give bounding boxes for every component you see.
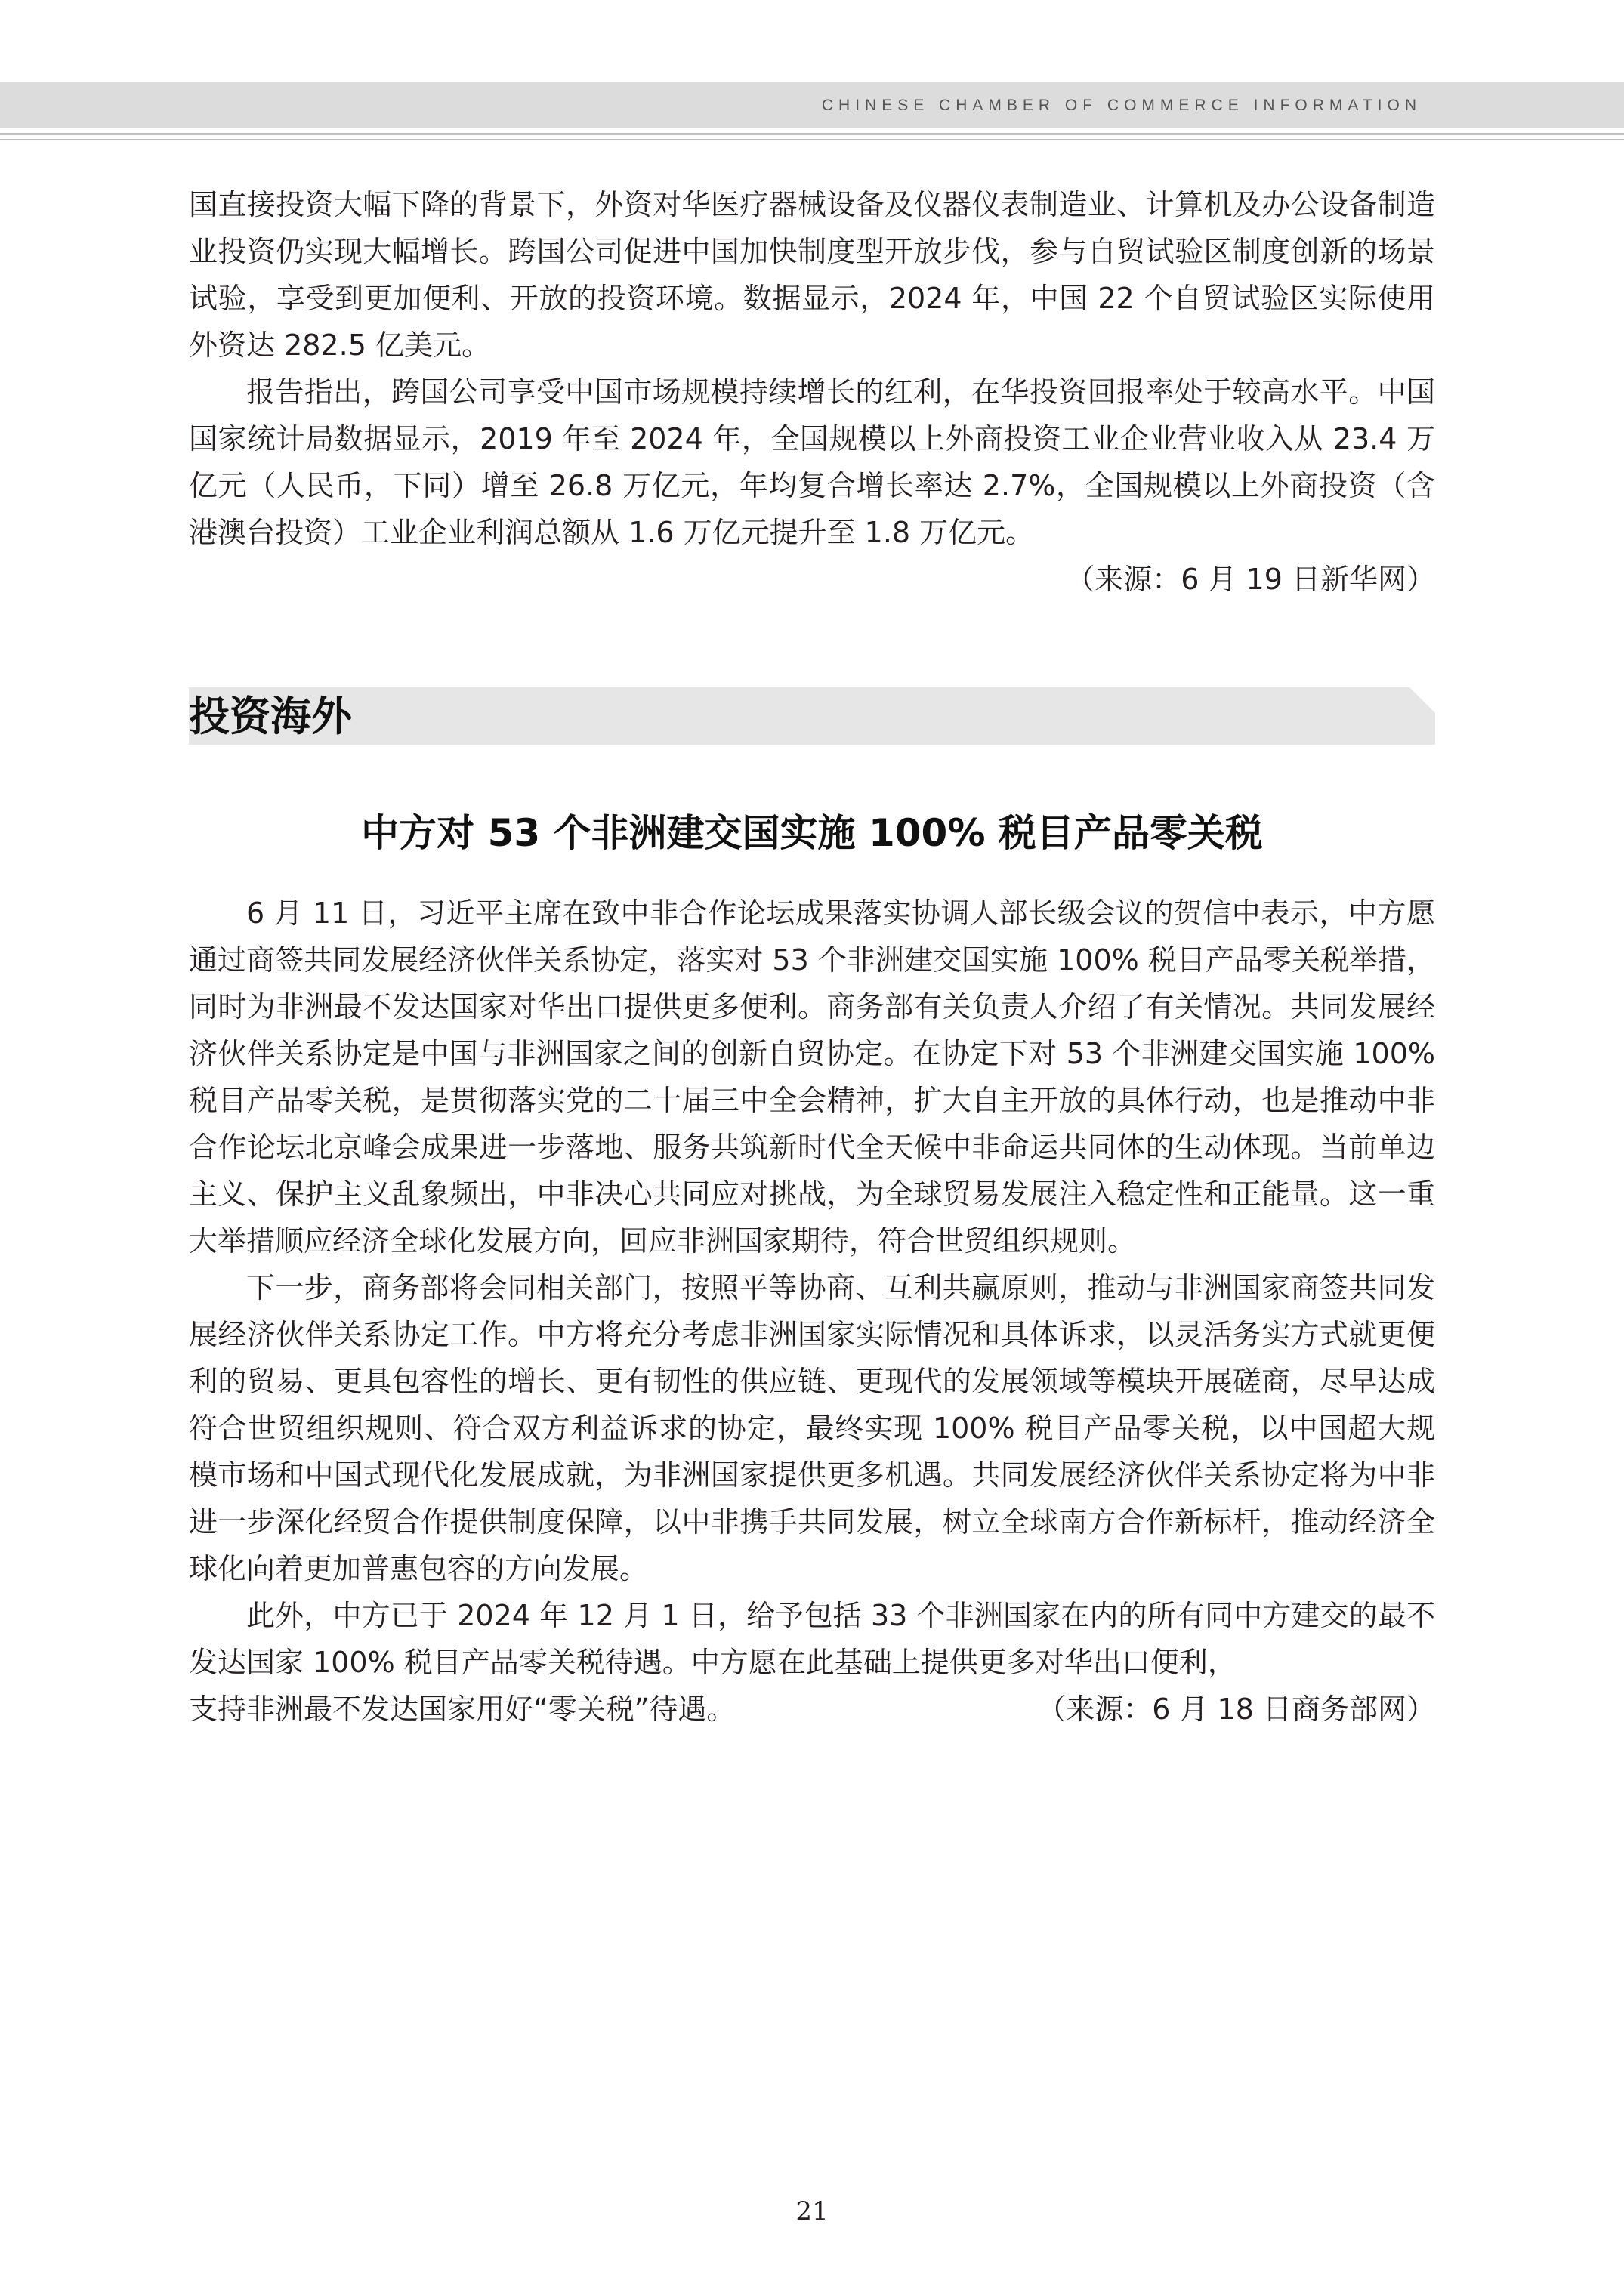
article1-source: （来源：6 月 19 日新华网） <box>1066 563 1435 596</box>
running-header: CHINESE CHAMBER OF COMMERCE INFORMATION <box>821 97 1422 114</box>
article2-title: 中方对 53 个非洲建交国实施 100% 税目产品零关税 <box>361 811 1263 855</box>
article2-paragraph: 6 月 11 日，习近平主席在致中非合作论坛成果落实协调人部长级会议的贺信中表示，中方愿通过商签共同发展经济伙伴关系协定，落实对 53 个非洲建交国实施 100% 税目产品零关税举措，同时为非洲最不发达国家对华出口提供更多便利。商务部有关负责人介绍了有关情况。共同发展经济伙伴关系协定是中国与非洲国家之间的创新自贸协定。在协定下对 53 个非洲建交国实施 100% 税目产品零关税，是贯彻落实党的二十届三中全会精神，扩大自主开放的具体行动，也是推动中非合作论坛北京峰会成果进一步落地、服务共筑新时代全天候中非命运共同体的生动体现。当前单边主义、保护主义乱象频出，中非决心共同应对挑战，为全球贸易发展注入稳定性和正能量。这一重大举措顺应经济全球化发展方向，回应非洲国家期待，符合世贸组织规则。 <box>189 897 1435 1258</box>
article2-last-sentence: 支持非洲最不发达国家用好“零关税”待遇。 <box>189 1693 736 1726</box>
section-title: 投资海外 <box>189 692 352 740</box>
article2-paragraph: 下一步，商务部将会同相关部门，按照平等协商、互利共赢原则，推动与非洲国家商签共同发展经济伙伴关系协定工作。中方将充分考虑非洲国家实际情况和具体诉求，以灵活务实方式就更便利的贸易、更具包容性的增长、更有韧性的供应链、更现代的发展领域等模块开展磋商，尽早达成符合世贸组织规则、符合双方利益诉求的协定，最终实现 100% 税目产品零关税，以中国超大规模市场和中国式现代化发展成就，为非洲国家提供更多机遇。共同发展经济伙伴关系协定将为中非进一步深化经贸合作提供制度保障，以中非携手共同发展，树立全球南方合作新标杆，推动经济全球化向着更加普惠包容的方向发展。 <box>189 1271 1435 1585</box>
page-content <box>189 181 1435 1733</box>
section-header <box>189 687 1435 745</box>
page-number: 21 <box>795 2196 829 2227</box>
article2-source: （来源：6 月 18 日商务部网） <box>1037 1693 1435 1726</box>
article2-closing-line <box>189 1686 1435 1733</box>
section-corner-decoration <box>1409 687 1435 713</box>
header-rule <box>0 139 1624 140</box>
header-rule <box>0 133 1624 135</box>
article2-paragraph: 此外，中方已于 2024 年 12 月 1 日，给予包括 33 个非洲国家在内的所有同中方建交的最不发达国家 100% 税目产品零关税待遇。中方愿在此基础上提供更多对华出口便利， <box>189 1599 1435 1679</box>
article1-paragraph: 国直接投资大幅下降的背景下，外资对华医疗器械设备及仪器仪表制造业、计算机及办公设备制造业投资仍实现大幅增长。跨国公司促进中国加快制度型开放步伐，参与自贸试验区制度创新的场景试验，享受到更加便利、开放的投资环境。数据显示，2024 年，中国 22 个自贸试验区实际使用外资达 282.5 亿美元。 <box>189 188 1435 362</box>
article1-paragraph: 报告指出，跨国公司享受中国市场规模持续增长的红利，在华投资回报率处于较高水平。中国国家统计局数据显示，2019 年至 2024 年，全国规模以上外商投资工业企业营业收入从 23.4 万亿元（人民币，下同）增至 26.8 万亿元，年均复合增长率达 2.7%，全国规模以上外商投资（含港澳台投资）工业企业利润总额从 1.6 万亿元提升至 1.8 万亿元。 <box>189 375 1436 549</box>
